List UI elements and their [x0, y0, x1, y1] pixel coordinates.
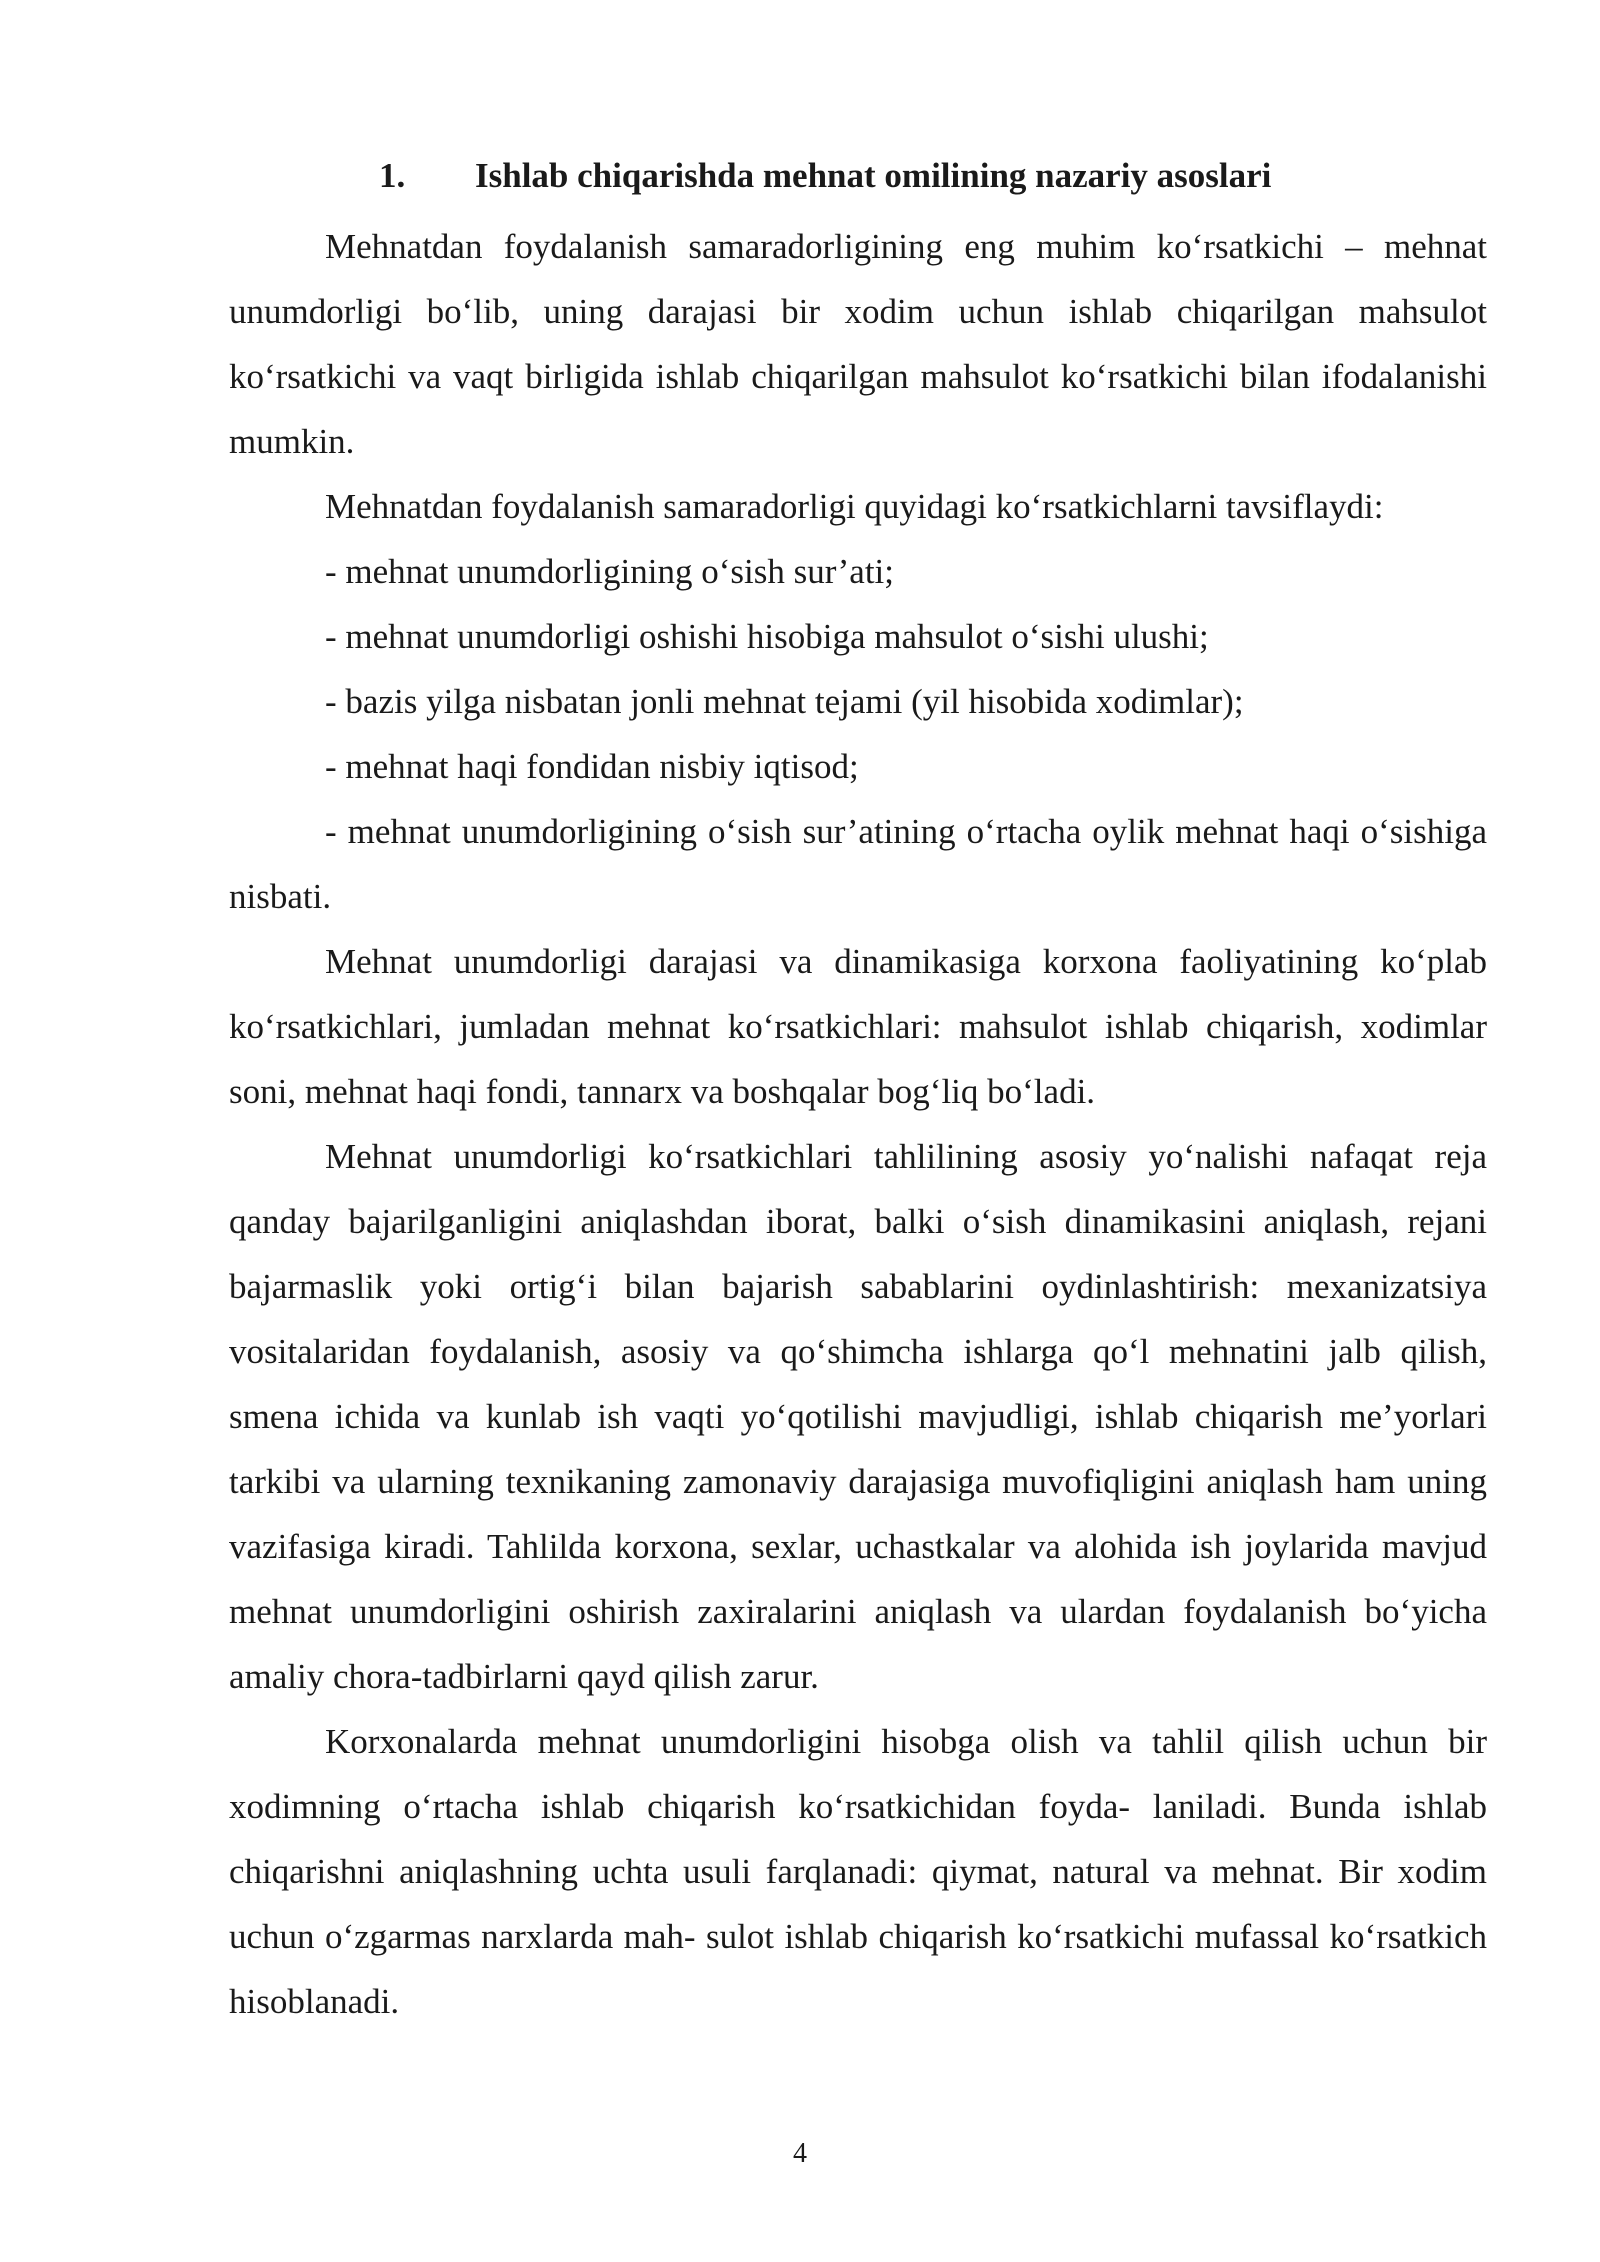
section-title: Ishlab chiqarishda mehnat omilining nazariy asoslari — [475, 156, 1272, 195]
paragraph-1: Mehnatdan foydalanish samaradorligining eng muhim ko‘rsatkichi – mehnat unumdorligi bo‘lib, uning darajasi bir xodim uchun ishlab chiqarilgan mahsulot ko‘rsatkichi va vaqt birligida ishlab chiqarilgan mahsulot ko‘rsatkichi bilan ifodalanishi mumkin. — [229, 227, 1487, 461]
section-number: 1. — [379, 156, 406, 195]
paragraph-4: Mehnat unumdorligi ko‘rsatkichlari tahlilining asosiy yo‘nalishi nafaqat reja qanday bajarilganligini aniqlashdan iborat, balki o‘sish dinamikasini aniqlash, rejani bajarmaslik yoki ortig‘i bilan bajarish sabablarini oydinlashtirish: mexanizatsiya vositalaridan foydalanish, asosiy va qo‘shimcha ishlarga qo‘l mehnatini jalb qilish, smena ichida va kunlab ish vaqti yo‘qotilishi mavjudligi, ishlab chiqarish me’yorlari tarkibi va ularning texnikaning zamonaviy darajasiga muvofiqligini aniqlash ham uning vazifasiga kiradi. Tahlilda korxona, sexlar, uchastkalar va alohida ish joylarida mavjud mehnat unumdorligini oshirish zaxiralarini aniqlash va ulardan foydalanish bo‘yicha amaliy chora-tadbirlarni qayd qilish zarur. — [229, 1137, 1487, 1696]
paragraph-5: Korxonalarda mehnat unumdorligini hisobga olish va tahlil qilish uchun bir xodimning o‘rtacha ishlab chiqarish ko‘rsatkichidan foyda- laniladi. Bunda ishlab chiqarishni aniqlashning uchta usuli farqlanadi: qiymat, natural va mehnat. Bir xodim uchun o‘zgarmas narxlarda mah- sulot ishlab chiqarish ko‘rsatkichi mufassal ko‘rsatkich hisoblanadi. — [229, 1722, 1487, 2021]
section-heading — [229, 150, 1487, 202]
list-item-5: - mehnat unumdorligining o‘sish sur’atining o‘rtacha oylik mehnat haqi o‘sishiga nisbati. — [229, 812, 1487, 916]
list-item-3: - bazis yilga nisbatan jonli mehnat tejami (yil hisobida xodimlar); — [325, 682, 1244, 721]
paragraph-3: Mehnat unumdorligi darajasi va dinamikasiga korxona faoliyatining ko‘plab ko‘rsatkichlari, jumladan mehnat ko‘rsatkichlari: mahsulot ishlab chiqarish, xodimlar soni, mehnat haqi fondi, tannarx va boshqalar bog‘liq bo‘ladi. — [229, 942, 1487, 1111]
list-item-4: - mehnat haqi fondidan nisbiy iqtisod; — [325, 747, 859, 786]
list-item-1: - mehnat unumdorligining o‘sish sur’ati; — [325, 552, 895, 591]
paragraph-2: Mehnatdan foydalanish samaradorligi quyidagi ko‘rsatkichlarni tavsiflaydi: — [325, 487, 1384, 526]
list-item-2: - mehnat unumdorligi oshishi hisobiga mahsulot o‘sishi ulushi; — [325, 617, 1209, 656]
document-page — [229, 150, 1487, 2034]
page-number: 4 — [793, 2138, 807, 2169]
